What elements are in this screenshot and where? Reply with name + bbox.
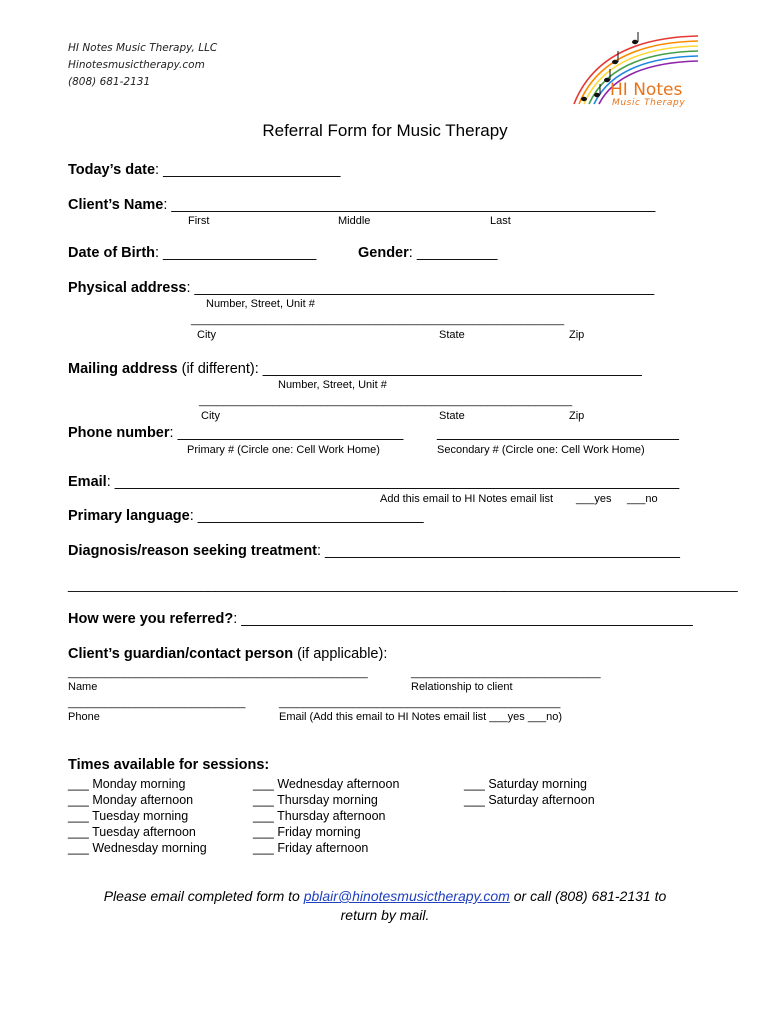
client-name-middle-caption: Middle <box>338 215 371 227</box>
gender-field[interactable]: Gender: __________ <box>358 245 498 261</box>
time-option[interactable]: ___ Friday morning <box>253 825 361 839</box>
physical-address-field[interactable]: Physical address: _________________________________________________________ <box>68 280 655 296</box>
guardian-relationship-caption: Relationship to client <box>411 681 513 693</box>
time-option[interactable]: ___ Tuesday afternoon <box>68 825 196 839</box>
footer-instructions-line-2: return by mail. <box>340 907 430 923</box>
guardian-phone-line[interactable]: _____________________________ <box>68 697 246 709</box>
company-name: HI Notes Music Therapy, LLC <box>68 42 218 54</box>
client-name-last-caption: Last <box>490 215 511 227</box>
times-heading: Times available for sessions: <box>68 757 270 773</box>
time-option[interactable]: ___ Monday morning <box>68 777 186 791</box>
logo-text-music-therapy: Music Therapy <box>612 98 686 108</box>
physical-zip-caption: Zip <box>569 329 585 341</box>
mailing-address-field[interactable]: Mailing address (if different): _______________________________________________ <box>68 361 642 377</box>
physical-state-caption: State <box>439 329 465 341</box>
email-list-no[interactable]: ___no <box>627 493 658 505</box>
email-list-caption: Add this email to HI Notes email list <box>380 493 554 505</box>
email-field[interactable]: Email: ______________________________________________________________________ <box>68 474 680 490</box>
secondary-phone-line[interactable]: ______________________________ <box>437 425 679 441</box>
guardian-field: Client’s guardian/contact person (if applicable): <box>68 646 388 662</box>
physical-street-caption: Number, Street, Unit # <box>206 298 315 310</box>
primary-phone-caption: Primary # (Circle one: Cell Work Home) <box>187 444 380 456</box>
mailing-city-line[interactable]: _____________________________________________________________ <box>199 395 573 407</box>
footer-email-link[interactable]: pblair@hinotesmusictherapy.com <box>303 888 510 904</box>
mailing-zip-caption: Zip <box>569 410 585 422</box>
time-option[interactable]: ___ Friday afternoon <box>253 841 369 855</box>
client-name-field[interactable]: Client’s Name: ____________________________________________________________ <box>68 197 656 213</box>
guardian-name-line[interactable]: _________________________________________________ <box>68 667 368 679</box>
time-option[interactable]: ___ Thursday morning <box>253 793 378 807</box>
times-column-1 <box>68 776 207 856</box>
physical-city-caption: City <box>197 329 216 341</box>
page-title: Referral Form for Music Therapy <box>262 121 508 140</box>
time-option[interactable]: ___ Wednesday afternoon <box>253 777 400 791</box>
times-column-3 <box>464 776 595 808</box>
logo-text-hi-notes: HI Notes <box>610 80 683 100</box>
guardian-email-caption: Email (Add this email to HI Notes email list ___yes ___no) <box>279 711 563 723</box>
guardian-email-line[interactable]: ______________________________________________ <box>279 697 561 709</box>
time-option[interactable]: ___ Wednesday morning <box>68 841 207 855</box>
phone-number-field[interactable]: Phone number: ____________________________ <box>68 425 404 441</box>
secondary-phone-caption: Secondary # (Circle one: Cell Work Home) <box>437 444 645 456</box>
primary-language-field[interactable]: Primary language: ____________________________ <box>68 508 424 524</box>
diagnosis-line-2[interactable]: ______________________________________________________________________________________ <box>68 576 738 592</box>
footer-instructions: Please email completed form to pblair@hinotesmusictherapy.com or call (808) 681-2131 to <box>103 888 667 904</box>
time-option[interactable]: ___ Thursday afternoon <box>253 809 386 823</box>
guardian-name-caption: Name <box>68 681 98 693</box>
time-option[interactable]: ___ Saturday morning <box>464 777 587 791</box>
guardian-relationship-line[interactable]: _______________________________ <box>411 667 601 679</box>
client-name-first-caption: First <box>188 215 210 227</box>
time-option[interactable]: ___ Saturday afternoon <box>464 793 595 807</box>
todays-date-field[interactable]: Today’s date: ______________________ <box>68 162 341 178</box>
email-list-yes[interactable]: ___yes <box>576 493 612 505</box>
company-phone: (808) 681-2131 <box>68 76 151 88</box>
mailing-street-caption: Number, Street, Unit # <box>278 379 387 391</box>
time-option[interactable]: ___ Tuesday morning <box>68 809 189 823</box>
guardian-phone-caption: Phone <box>68 711 100 723</box>
times-column-2 <box>253 776 399 856</box>
date-of-birth-field[interactable]: Date of Birth: ___________________ <box>68 245 317 261</box>
mailing-state-caption: State <box>439 410 465 422</box>
diagnosis-field[interactable]: Diagnosis/reason seeking treatment: ____________________________________________ <box>68 543 680 559</box>
hi-notes-logo <box>570 32 705 112</box>
company-website: Hinotesmusictherapy.com <box>68 59 205 71</box>
time-option[interactable]: ___ Monday afternoon <box>68 793 194 807</box>
referred-field[interactable]: How were you referred?: ________________________________________________________ <box>68 611 693 627</box>
physical-city-line[interactable]: _____________________________________________________________ <box>191 314 565 326</box>
mailing-city-caption: City <box>201 410 220 422</box>
